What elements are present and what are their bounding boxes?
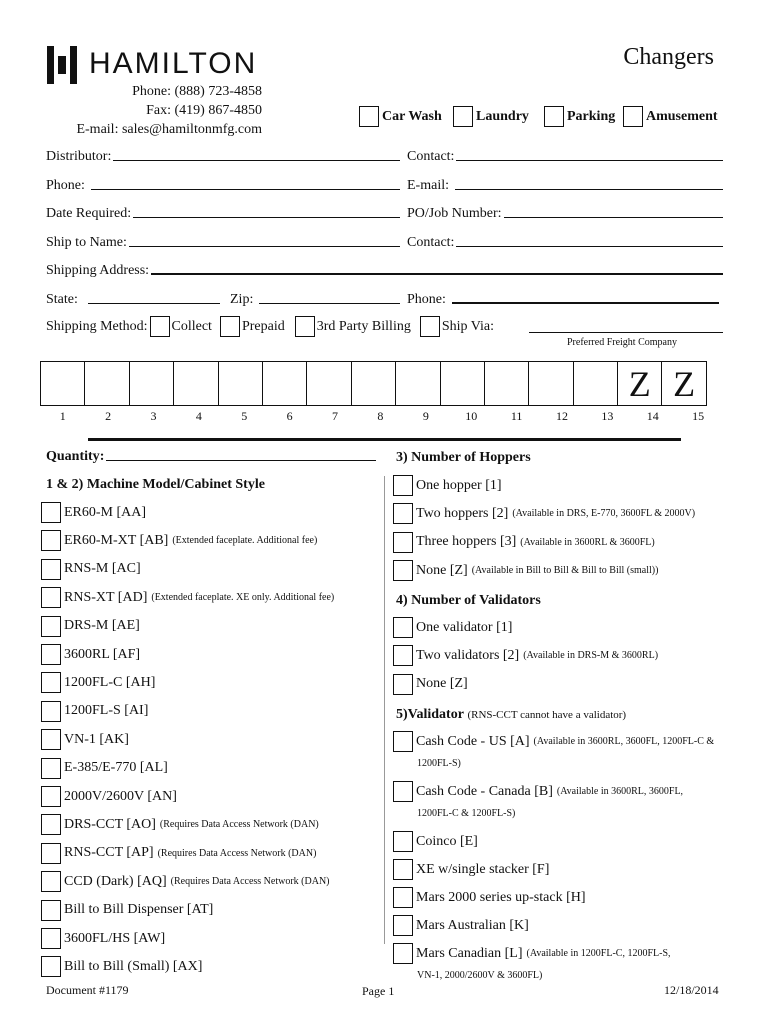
option-row[interactable] <box>393 475 502 496</box>
state-field[interactable] <box>46 292 220 308</box>
model-code-boxes <box>40 361 706 406</box>
option-note: (Available in Bill to Bill & Bill to Bill (small)) <box>471 565 659 577</box>
field-line[interactable] <box>456 245 723 247</box>
validators-heading: 4) Number of Validators <box>396 593 541 608</box>
option-note: (Available in 3600RL, 3600FL, <box>556 786 684 797</box>
option-note: (Requires Data Access Network (DAN) <box>170 876 330 888</box>
field-label: Shipping Address: <box>46 263 150 278</box>
phone-field[interactable] <box>46 178 400 194</box>
option-checkbox[interactable] <box>393 731 413 752</box>
code-number: 4 <box>195 409 202 423</box>
option-label: 3600RL [AF] <box>64 646 141 662</box>
code-box[interactable] <box>440 361 485 406</box>
option-label: Two validators [2] <box>416 647 520 663</box>
option-note: (Extended faceplate. XE only. Additional fee) <box>151 592 335 604</box>
code-box[interactable] <box>484 361 529 406</box>
option-label: None [Z] <box>416 562 468 578</box>
option-checkbox[interactable] <box>41 701 61 722</box>
option-label: RNS-XT [AD] <box>64 589 148 605</box>
category-amusement[interactable] <box>623 106 718 127</box>
code-box[interactable] <box>84 361 129 406</box>
option-label: One validator [1] <box>416 619 513 635</box>
option-note: (Available in 3600RL, 3600FL, 1200FL-C & <box>533 736 715 747</box>
option-checkbox[interactable] <box>393 532 413 553</box>
code-number: 15 <box>692 409 705 423</box>
option-label: ER60-M-XT [AB] <box>64 532 169 548</box>
option-checkbox[interactable] <box>41 928 61 949</box>
option-label: Bill to Bill (Small) [AX] <box>64 958 203 974</box>
validator-option[interactable] <box>393 731 714 752</box>
option-checkbox[interactable] <box>393 943 413 964</box>
hoppers-heading: 3) Number of Hoppers <box>396 450 531 465</box>
option-label: 3600FL/HS [AW] <box>64 930 166 946</box>
option-checkbox[interactable] <box>41 871 61 892</box>
option-row[interactable] <box>41 502 146 523</box>
option-row[interactable] <box>41 587 334 608</box>
option-checkbox[interactable] <box>393 915 413 936</box>
zip-field[interactable] <box>230 292 400 308</box>
date-required-field[interactable] <box>46 206 400 222</box>
option-label: 1200FL-S [AI] <box>64 703 149 719</box>
field-line[interactable] <box>456 159 723 161</box>
page-title: Changers <box>623 44 714 70</box>
option-checkbox[interactable] <box>41 786 61 807</box>
code-number: 10 <box>465 409 478 423</box>
option-row[interactable] <box>41 729 129 750</box>
collect-label: Collect <box>171 318 212 334</box>
code-box[interactable] <box>306 361 351 406</box>
validator-heading <box>396 707 626 723</box>
option-label: ER60-M [AA] <box>64 504 147 520</box>
phone2-field[interactable] <box>407 292 719 308</box>
option-checkbox[interactable] <box>41 644 61 665</box>
page-number: Page 1 <box>362 984 395 998</box>
field-line[interactable] <box>91 188 400 190</box>
option-checkbox[interactable] <box>41 502 61 523</box>
option-note: (Requires Data Access Network (DAN) <box>157 847 317 859</box>
option-label: RNS-CCT [AP] <box>64 845 154 861</box>
option-note: (Extended faceplate. Additional fee) <box>172 535 318 547</box>
option-row[interactable] <box>393 674 468 695</box>
field-line[interactable] <box>133 216 400 218</box>
contact-fax: Fax: (419) 867-4850 <box>146 103 262 118</box>
email-field[interactable] <box>407 178 723 194</box>
option-row[interactable] <box>41 843 316 864</box>
option-row[interactable] <box>41 616 140 637</box>
code-box[interactable] <box>573 361 618 406</box>
validator-heading-text: 5)Validator <box>396 707 464 722</box>
option-checkbox[interactable] <box>41 530 61 551</box>
validator-option[interactable] <box>393 943 671 964</box>
code-number: 5 <box>241 409 248 423</box>
field-line[interactable] <box>455 188 723 190</box>
hamilton-logo-icon <box>47 44 79 84</box>
option-label: Bill to Bill Dispenser [AT] <box>64 902 214 918</box>
contact2-field[interactable] <box>407 235 723 251</box>
po-field[interactable] <box>407 206 723 222</box>
option-row[interactable] <box>41 758 168 779</box>
code-box[interactable] <box>528 361 573 406</box>
option-label: DRS-CCT [AO] <box>64 816 156 832</box>
option-checkbox[interactable] <box>393 475 413 496</box>
code-number: 12 <box>555 409 568 423</box>
code-box[interactable]: Z <box>617 361 662 406</box>
option-checkbox[interactable] <box>41 814 61 835</box>
option-label: Two hoppers [2] <box>416 505 509 521</box>
code-box[interactable]: Z <box>661 361 706 406</box>
checkbox[interactable] <box>453 106 473 127</box>
option-label: CCD (Dark) [AQ] <box>64 873 167 889</box>
field-label: Contact: <box>407 235 455 250</box>
validator-heading-note: (RNS-CCT cannot have a validator) <box>467 709 627 721</box>
field-label: Quantity <box>46 449 100 464</box>
code-number: 14 <box>646 409 659 423</box>
option-checkbox[interactable] <box>393 560 413 581</box>
code-box[interactable] <box>351 361 396 406</box>
option-row[interactable] <box>41 786 177 807</box>
third-party-checkbox[interactable] <box>295 316 315 337</box>
code-number: 7 <box>332 409 339 423</box>
option-checkbox[interactable] <box>393 887 413 908</box>
code-box[interactable] <box>218 361 263 406</box>
contact-field[interactable] <box>407 149 723 165</box>
option-label: Coinco [E] <box>416 833 478 849</box>
code-number: 9 <box>422 409 429 423</box>
document-date: 12/18/2014 <box>664 983 719 997</box>
collect-checkbox[interactable] <box>150 316 170 337</box>
option-row[interactable] <box>41 530 317 551</box>
option-checkbox[interactable] <box>393 645 413 666</box>
option-note: (Available in DRS, E-770, 3600FL & 2000V) <box>512 508 696 520</box>
field-label: Zip: <box>230 292 254 307</box>
field-label: Contact: <box>407 149 455 164</box>
shipping-method <box>46 316 494 337</box>
field-line[interactable] <box>88 302 220 304</box>
category-car-wash[interactable] <box>359 106 442 127</box>
field-label: Ship to Name: <box>46 235 127 250</box>
option-note-continued: VN-1, 2000/2600V & 3600FL) <box>417 970 543 981</box>
option-row[interactable] <box>41 871 330 892</box>
quantity-field[interactable]: Quantity : <box>46 449 376 465</box>
option-checkbox[interactable] <box>41 587 61 608</box>
option-label: Cash Code - US [A] <box>416 733 530 749</box>
option-label: None [Z] <box>416 676 468 692</box>
code-number: 13 <box>601 409 614 423</box>
option-label: Three hoppers [3] <box>416 534 517 550</box>
option-note: (Requires Data Access Network (DAN) <box>159 819 319 831</box>
validator-option[interactable] <box>393 887 586 908</box>
option-row[interactable] <box>41 701 148 722</box>
field-label: Date Required: <box>46 206 132 221</box>
option-checkbox[interactable] <box>41 843 61 864</box>
option-note-continued: 1200FL-C & 1200FL-S) <box>417 808 516 819</box>
field-label: PO/Job Number: <box>407 206 502 221</box>
hamilton-logo <box>47 44 257 84</box>
category-parking[interactable] <box>544 106 615 127</box>
field-line[interactable] <box>504 216 724 218</box>
code-number: 8 <box>377 409 384 423</box>
validator-option[interactable] <box>393 859 549 880</box>
option-row[interactable] <box>41 644 140 665</box>
shipping-method-label: Shipping Method: <box>46 318 148 334</box>
option-label: DRS-M [AE] <box>64 618 140 634</box>
brand-name: HAMILTON <box>89 47 258 80</box>
option-checkbox[interactable] <box>41 900 61 921</box>
option-checkbox[interactable] <box>393 617 413 638</box>
field-line[interactable] <box>129 245 400 247</box>
code-box[interactable] <box>395 361 440 406</box>
option-label: Mars Australian [K] <box>416 917 529 933</box>
field-label: Phone: <box>407 292 446 307</box>
distributor-field[interactable] <box>46 149 400 165</box>
code-box[interactable] <box>40 361 85 406</box>
preferred-freight-label: Preferred Freight Company <box>567 337 677 348</box>
checkbox[interactable] <box>623 106 643 127</box>
validator-option[interactable] <box>393 781 683 802</box>
option-label: Cash Code - Canada [B] <box>416 783 553 799</box>
option-note-continued: 1200FL-S) <box>417 758 461 769</box>
code-number: 6 <box>286 409 293 423</box>
shipping-address-field[interactable] <box>46 263 723 279</box>
category-label: Parking <box>567 108 616 124</box>
option-label: XE w/single stacker [F] <box>416 861 550 877</box>
checkbox[interactable] <box>359 106 379 127</box>
category-label: Amusement <box>646 108 718 124</box>
category-label: Laundry <box>476 108 529 124</box>
option-label: E-385/E-770 [AL] <box>64 760 168 776</box>
option-label: Mars Canadian [L] <box>416 945 523 961</box>
code-number: 2 <box>105 409 112 423</box>
checkbox[interactable] <box>544 106 564 127</box>
ship-via-line[interactable] <box>529 332 723 333</box>
option-checkbox[interactable] <box>41 559 61 580</box>
option-note: (Available in 1200FL-C, 1200FL-S, <box>526 948 671 959</box>
option-checkbox[interactable] <box>41 616 61 637</box>
option-label: One hopper [1] <box>416 477 502 493</box>
option-row[interactable] <box>41 928 165 949</box>
option-row[interactable] <box>41 559 141 580</box>
option-checkbox[interactable] <box>393 674 413 695</box>
category-label: Car Wash <box>382 108 442 124</box>
category-laundry[interactable] <box>453 106 529 127</box>
ship-via-label: Ship Via: <box>441 318 495 334</box>
field-label: E-mail: <box>407 178 449 193</box>
option-row[interactable] <box>393 617 512 638</box>
column-divider <box>384 476 385 944</box>
option-label: RNS-M [AC] <box>64 561 141 577</box>
code-number: 1 <box>59 409 66 423</box>
option-row[interactable] <box>393 645 658 666</box>
option-checkbox[interactable] <box>41 758 61 779</box>
option-checkbox[interactable] <box>41 956 61 977</box>
field-label: Phone: <box>46 178 85 193</box>
document-number: Document #1179 <box>46 983 129 997</box>
code-number: 3 <box>150 409 157 423</box>
field-line[interactable] <box>259 302 400 304</box>
field-label: State: <box>46 292 78 307</box>
option-label: 1200FL-C [AH] <box>64 674 156 690</box>
validator-option[interactable] <box>393 831 478 852</box>
option-row[interactable] <box>41 672 155 693</box>
option-row[interactable] <box>41 956 202 977</box>
ship-to-field[interactable] <box>46 235 400 251</box>
field-line[interactable] <box>113 159 400 161</box>
option-row[interactable] <box>393 560 658 581</box>
field-line[interactable] <box>151 272 723 275</box>
option-note: (Available in DRS-M & 3600RL) <box>523 650 659 662</box>
code-box-numbers <box>40 409 721 424</box>
option-checkbox[interactable] <box>41 729 61 750</box>
contact-phone: Phone: (888) 723-4858 <box>132 84 262 99</box>
option-checkbox[interactable] <box>393 859 413 880</box>
code-box[interactable] <box>129 361 174 406</box>
section-divider <box>88 438 681 441</box>
option-checkbox[interactable] <box>393 831 413 852</box>
option-row[interactable] <box>41 814 319 835</box>
option-checkbox[interactable] <box>41 672 61 693</box>
option-row[interactable] <box>41 900 213 921</box>
prepaid-checkbox[interactable] <box>220 316 240 337</box>
option-row[interactable] <box>393 503 695 524</box>
code-number: 11 <box>510 409 523 423</box>
field-line[interactable] <box>106 459 376 461</box>
models-heading: 1 & 2) Machine Model/Cabinet Style <box>46 477 265 492</box>
option-checkbox[interactable] <box>393 781 413 802</box>
field-line[interactable] <box>452 301 719 304</box>
option-label: VN-1 [AK] <box>64 731 129 747</box>
ship-via-checkbox[interactable] <box>420 316 440 337</box>
prepaid-label: Prepaid <box>241 318 285 334</box>
code-box[interactable] <box>173 361 218 406</box>
code-box[interactable] <box>262 361 307 406</box>
option-label: 2000V/2600V [AN] <box>64 788 177 804</box>
option-label: Mars 2000 series up-stack [H] <box>416 889 586 905</box>
option-row[interactable] <box>393 532 655 553</box>
validator-option[interactable] <box>393 915 529 936</box>
option-checkbox[interactable] <box>393 503 413 524</box>
field-label: Distributor: <box>46 149 112 164</box>
contact-email: E-mail: sales@hamiltonmfg.com <box>76 122 262 137</box>
option-note: (Available in 3600RL & 3600FL) <box>520 536 655 548</box>
third-party-label: 3rd Party Billing <box>316 318 411 334</box>
